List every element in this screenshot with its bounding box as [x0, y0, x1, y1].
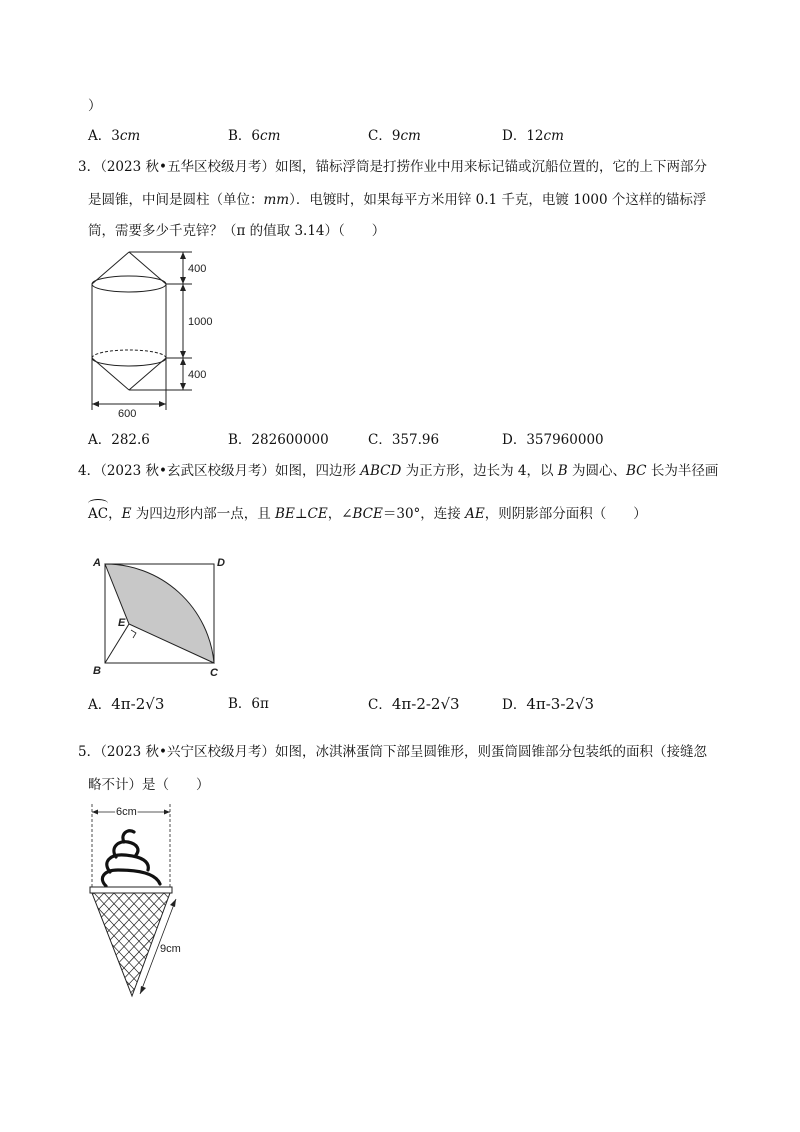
q2-option-c[interactable]: C．9cm: [368, 128, 421, 144]
q2-option-d[interactable]: D．12cm: [502, 128, 564, 144]
q3-dim-width: 600: [118, 408, 137, 420]
q3-option-a[interactable]: A．282.6: [88, 432, 150, 448]
q3-option-c[interactable]: C．357.96: [368, 432, 440, 448]
q4-option-b[interactable]: B．6π: [228, 696, 269, 712]
q3-dim-mid: 1000: [188, 316, 213, 328]
q5-dim-width: 6cm: [116, 806, 137, 818]
q4-label-a: A: [93, 557, 101, 569]
q5-dim-slant: 9cm: [160, 943, 181, 955]
q4-stem-line1: 4．（2023 秋•玄武区校级月考）如图，四边形 ABCD 为正方形，边长为 4，以 B 为圆心、BC 长为半径画: [78, 463, 719, 479]
q2-option-b[interactable]: B．6cm: [228, 128, 281, 144]
q4-option-d[interactable]: D．4π-3-2√3: [502, 695, 595, 713]
q3-buoy-figure: [84, 248, 234, 420]
q4-label-b: B: [93, 665, 101, 677]
q5-stem-line1: 5．（2023 秋•兴宁区校级月考）如图，冰淇淋蛋筒下部呈圆锥形，则蛋筒圆锥部分包装纸的面积（接缝忽: [78, 744, 707, 760]
q5-icecream-figure: [84, 800, 194, 1000]
arc-ac-symbol: AC: [88, 504, 108, 524]
q3-stem-line2: 是圆锥，中间是圆柱（单位：mm）．电镀时，如果每平方米用锌 0.1 千克，电镀 1000 个这样的锚标浮: [88, 192, 707, 208]
q4-square-figure: [88, 550, 238, 678]
q3-dim-top: 400: [188, 263, 207, 275]
q4-label-d: D: [217, 557, 225, 569]
q3-stem-line3: 筒，需要多少千克锌？（π 的值取 3.14）（ ）: [88, 223, 386, 239]
q3-dim-bot: 400: [188, 369, 207, 381]
q3-option-d[interactable]: D．357960000: [502, 432, 604, 448]
q4-label-c: C: [210, 667, 218, 678]
q3-option-b[interactable]: B．282600000: [228, 432, 329, 448]
q3-stem-line1: 3．（2023 秋•五华区校级月考）如图，锚标浮筒是打捞作业中用来标记锚或沉船位置的，它的上下两部分: [78, 159, 707, 175]
q2-tail: ）: [88, 98, 102, 114]
q4-stem-line2: AC，E 为四边形内部一点，且 BE⊥CE，∠BCE＝30°，连接 AE，则阴影部分面积（ ）: [88, 504, 647, 524]
q5-stem-line2: 略不计）是（ ）: [88, 777, 210, 793]
q2-option-a[interactable]: A．3cm: [88, 128, 141, 144]
q4-option-c[interactable]: C．4π-2-2√3: [368, 695, 460, 713]
q4-label-e: E: [118, 617, 126, 629]
q4-option-a[interactable]: A．4π-2√3: [88, 695, 165, 713]
